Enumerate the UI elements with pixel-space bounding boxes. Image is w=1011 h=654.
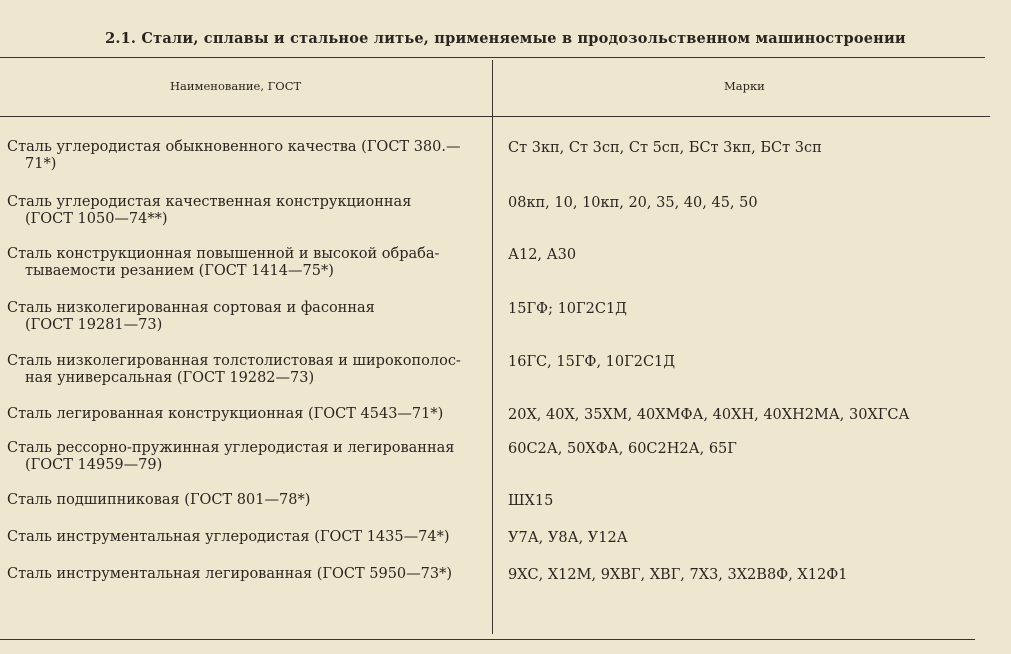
steel-name: Сталь инструментальная легированная (ГОСТ 5950—73*) bbox=[7, 566, 453, 582]
steel-name: Сталь углеродистая обыкновенного качества (ГОСТ 380.— 71*) bbox=[7, 139, 461, 172]
steel-name: Сталь углеродистая качественная конструкционная (ГОСТ 1050—74**) bbox=[7, 194, 412, 227]
steel-name: Сталь низколегированная сортовая и фасонная (ГОСТ 19281—73) bbox=[7, 300, 375, 333]
steel-marks: 9ХС, Х12М, 9ХВГ, ХВГ, 7Х3, 3Х2В8Ф, Х12Ф1 bbox=[508, 567, 848, 583]
steel-name: Сталь легированная конструкционная (ГОСТ 4543—71*) bbox=[7, 406, 444, 422]
steel-name: Сталь рессорно-пружинная углеродистая и легированная (ГОСТ 14959—79) bbox=[7, 440, 455, 473]
steel-name: Сталь конструкционная повышенной и высокой обраба- тываемости резанием (ГОСТ 1414—75*) bbox=[7, 246, 440, 279]
steel-marks: 20Х, 40Х, 35ХМ, 40ХМФА, 40ХН, 40ХН2МА, 30ХГСА bbox=[508, 407, 910, 423]
header-name-column: Наименование, ГОСТ bbox=[170, 79, 302, 93]
steel-name: Сталь инструментальная углеродистая (ГОСТ 1435—74*) bbox=[7, 529, 450, 545]
header-rule bbox=[0, 116, 990, 117]
steel-marks: Ст 3кп, Ст 3сп, Ст 5сп, БСт 3кп, БСт 3сп bbox=[508, 140, 822, 156]
steel-marks: 60С2А, 50ХФА, 60С2Н2А, 65Г bbox=[508, 441, 737, 457]
steel-marks: 15ГФ; 10Г2С1Д bbox=[508, 301, 627, 317]
top-rule bbox=[0, 57, 985, 58]
steel-name: Сталь подшипниковая (ГОСТ 801—78*) bbox=[7, 492, 311, 508]
column-divider bbox=[492, 60, 493, 634]
header-marks-column: Марки bbox=[724, 79, 765, 93]
steel-marks: ШХ15 bbox=[508, 493, 554, 509]
steel-marks: У7А, У8А, У12А bbox=[508, 530, 628, 546]
bottom-rule bbox=[0, 639, 975, 640]
steel-marks: 08кп, 10, 10кп, 20, 35, 40, 45, 50 bbox=[508, 195, 758, 211]
steel-marks: 16ГС, 15ГФ, 10Г2С1Д bbox=[508, 354, 676, 370]
steel-marks: А12, А30 bbox=[508, 247, 577, 263]
steel-name: Сталь низколегированная толстолистовая и широкополос- ная универсальная (ГОСТ 19282—73) bbox=[7, 353, 461, 386]
table-title: 2.1. Стали, сплавы и стальное литье, применяемые в продозольственном машиностроении bbox=[105, 30, 906, 47]
